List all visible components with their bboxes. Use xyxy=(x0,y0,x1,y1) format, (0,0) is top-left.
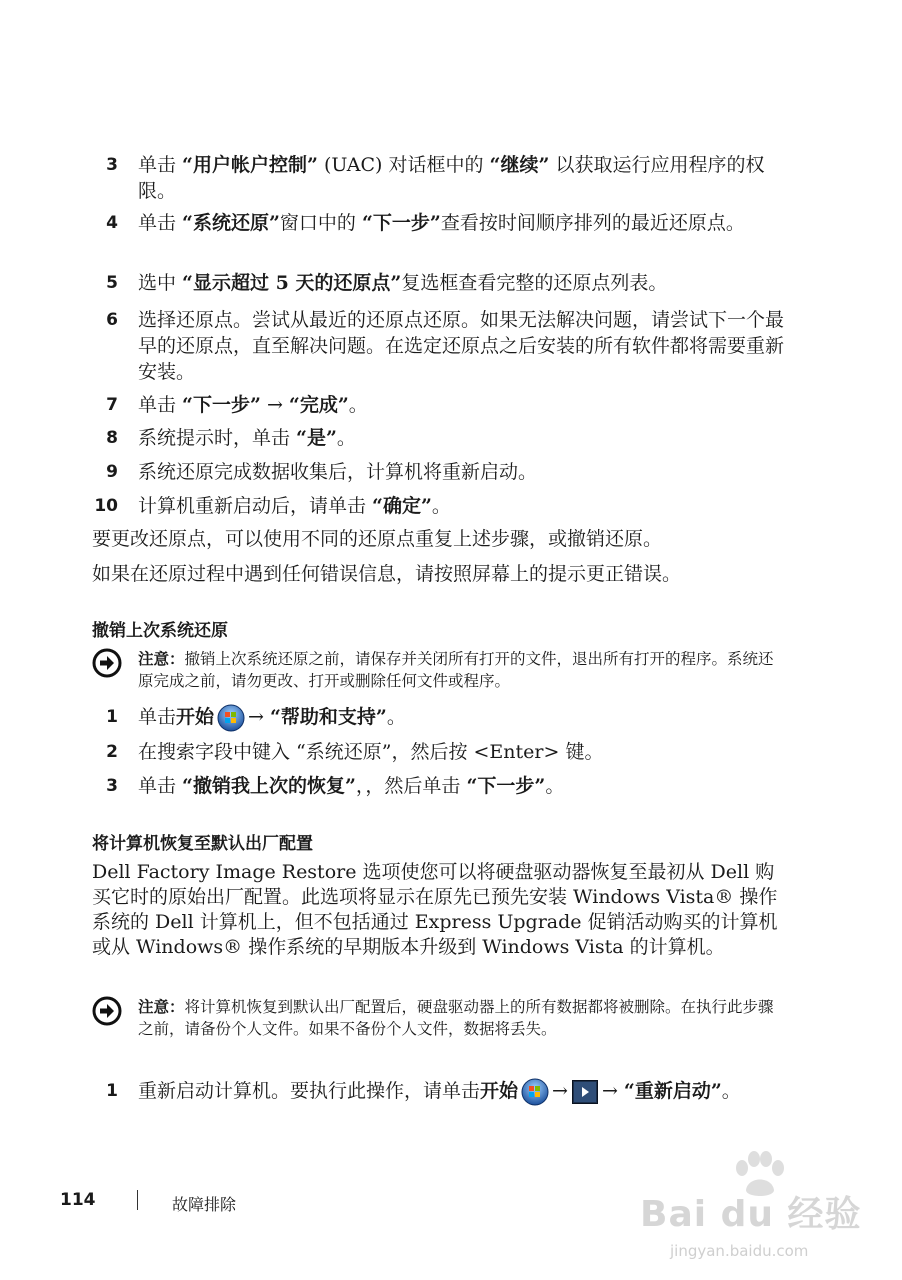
step-text-run: 单击 xyxy=(138,212,183,234)
chapter-title: 故障排除 xyxy=(172,1195,237,1214)
paragraph-change-restore-point: 要更改还原点，可以使用不同的还原点重复上述步骤，或撤销还原。 xyxy=(92,528,663,550)
step-text xyxy=(138,459,798,485)
step-text-post: 。 xyxy=(721,1080,741,1102)
notice-text xyxy=(138,648,788,692)
step-number: 2 xyxy=(106,742,118,762)
paragraph-factory-image: Dell Factory Image Restore 选项使您可以将硬盘驱动器恢复至最初从 Dell 购买它时的原始出厂配置。此选项将显示在原先已预先安装 Windows Vista® 操作系统的 Dell 计算机上，但不包括通过 Express Upgrade 促销活动购买的计算机或从 Windows® 操作系统的早期版本升级到 Windows Vista 的计算机。 xyxy=(92,861,778,958)
step-text xyxy=(138,392,798,418)
footer-divider xyxy=(137,1190,138,1210)
arrow: → xyxy=(601,1080,618,1102)
ui-label: “继续” xyxy=(489,154,550,176)
notice-body: 将计算机恢复到默认出厂配置后，硬盘驱动器上的所有数据都将被删除。在执行此步骤之前，请备份个人文件。如果不备份个人文件，数据将丢失。 xyxy=(138,998,774,1038)
ui-label: “下一步” xyxy=(361,212,441,234)
paragraph-error-info: 如果在还原过程中遇到任何错误信息，请按照屏幕上的提示更正错误。 xyxy=(92,563,682,585)
arrow: → xyxy=(552,1080,568,1102)
ui-label: “完成” xyxy=(288,394,349,416)
step-text-run: → xyxy=(260,394,289,416)
step-text-run: (UAC) 对话框中的 xyxy=(317,154,490,176)
step-text-mid: ，，然后单击 xyxy=(355,775,467,797)
step-text-run: 计算机重新启动后，请单击 xyxy=(138,495,373,517)
notice-label: 注意： xyxy=(138,998,185,1016)
step-number: 9 xyxy=(106,462,118,482)
notice-text xyxy=(138,996,788,1040)
step-number: 7 xyxy=(106,395,118,415)
windows-start-orb-icon xyxy=(521,1078,549,1106)
step-text-run: 。 xyxy=(336,427,356,449)
ui-label: “下一步” xyxy=(182,394,261,416)
step-text xyxy=(138,210,798,236)
step-text xyxy=(138,425,798,451)
step-text-run: 以获取运行应用程序的权限。 xyxy=(138,154,765,202)
ui-label: “用户帐户控制” xyxy=(182,154,318,176)
watermark-brand: Bai du 经验 xyxy=(640,1194,862,1235)
step-text-run: 单击 xyxy=(138,394,183,416)
step-text-run: 。 xyxy=(431,495,451,517)
step-text-pre: 单击 xyxy=(138,775,183,797)
step-number: 5 xyxy=(106,273,118,293)
step-text-run: 单击 xyxy=(138,154,183,176)
arrow: → xyxy=(248,706,264,728)
power-options-arrow-icon xyxy=(572,1080,598,1104)
step-number: 3 xyxy=(106,155,118,175)
step-number: 10 xyxy=(94,496,118,516)
ui-label: “显示超过 5 天的还原点” xyxy=(182,272,402,294)
step-text-run: 系统提示时，单击 xyxy=(138,427,297,449)
windows-start-orb-icon xyxy=(217,704,245,732)
baidu-watermark xyxy=(640,1150,870,1270)
step-number: 6 xyxy=(106,310,118,330)
step-text xyxy=(138,773,798,799)
step-text-pre: 重新启动计算机。要执行此操作，请单击 xyxy=(138,1080,481,1102)
step-text xyxy=(138,493,798,519)
ui-label: “确定” xyxy=(372,495,432,517)
step-text-run: 选中 xyxy=(138,272,183,294)
ui-label: “系统还原” xyxy=(182,212,280,234)
step-number: 1 xyxy=(106,1081,118,1101)
ui-label: “是” xyxy=(296,427,337,449)
help-support-label: “帮助和支持” xyxy=(270,706,387,728)
step-number: 3 xyxy=(106,776,118,796)
step-text: 在搜索字段中键入 “系统还原”，然后按 <Enter> 键。 xyxy=(138,741,604,763)
step-text-run: 选择还原点。尝试从最近的还原点还原。如果无法解决问题，请尝试下一个最早的还原点，直至解决问题。在选定还原点之后安装的所有软件都将需要重新安装。 xyxy=(138,309,785,383)
step-text-run: 窗口中的 xyxy=(279,212,362,234)
notice-label: 注意： xyxy=(138,650,185,668)
undo-label: “撤销我上次的恢复” xyxy=(182,775,356,797)
notice-arrow-icon xyxy=(92,996,122,1026)
step-text-run: 复选框查看完整的还原点列表。 xyxy=(401,272,668,294)
start-label: 开始 xyxy=(480,1080,519,1102)
step-text xyxy=(138,704,798,732)
step-text xyxy=(138,307,798,385)
step-text xyxy=(138,152,798,204)
step-text-run: 系统还原完成数据收集后，计算机将重新启动。 xyxy=(138,461,538,483)
start-label: 开始 xyxy=(176,706,215,728)
next-label: “下一步” xyxy=(466,775,546,797)
section-heading-undo-restore: 撤销上次系统还原 xyxy=(92,621,228,641)
step-text xyxy=(138,1078,778,1106)
step-number: 8 xyxy=(106,428,118,448)
section-heading-factory-restore: 将计算机恢复至默认出厂配置 xyxy=(92,834,313,854)
step-text-run: 查看按时间顺序排列的最近还原点。 xyxy=(440,212,745,234)
notice-arrow-icon xyxy=(92,648,122,678)
step-text xyxy=(138,270,798,296)
step-number: 1 xyxy=(106,707,118,727)
watermark-url: jingyan.baidu.com xyxy=(670,1242,809,1260)
step-text-post: 。 xyxy=(545,775,565,797)
notice-body: 撤销上次系统还原之前，请保存并关闭所有打开的文件，退出所有打开的程序。系统还原完成之前，请勿更改、打开或删除任何文件或程序。 xyxy=(138,650,774,690)
restart-label: “重新启动” xyxy=(623,1080,722,1102)
step-number: 4 xyxy=(106,213,118,233)
step-text-post: 。 xyxy=(386,706,406,728)
page-number: 114 xyxy=(60,1190,96,1210)
step-text-run: 。 xyxy=(348,394,368,416)
step-text-pre: 单击 xyxy=(138,706,177,728)
